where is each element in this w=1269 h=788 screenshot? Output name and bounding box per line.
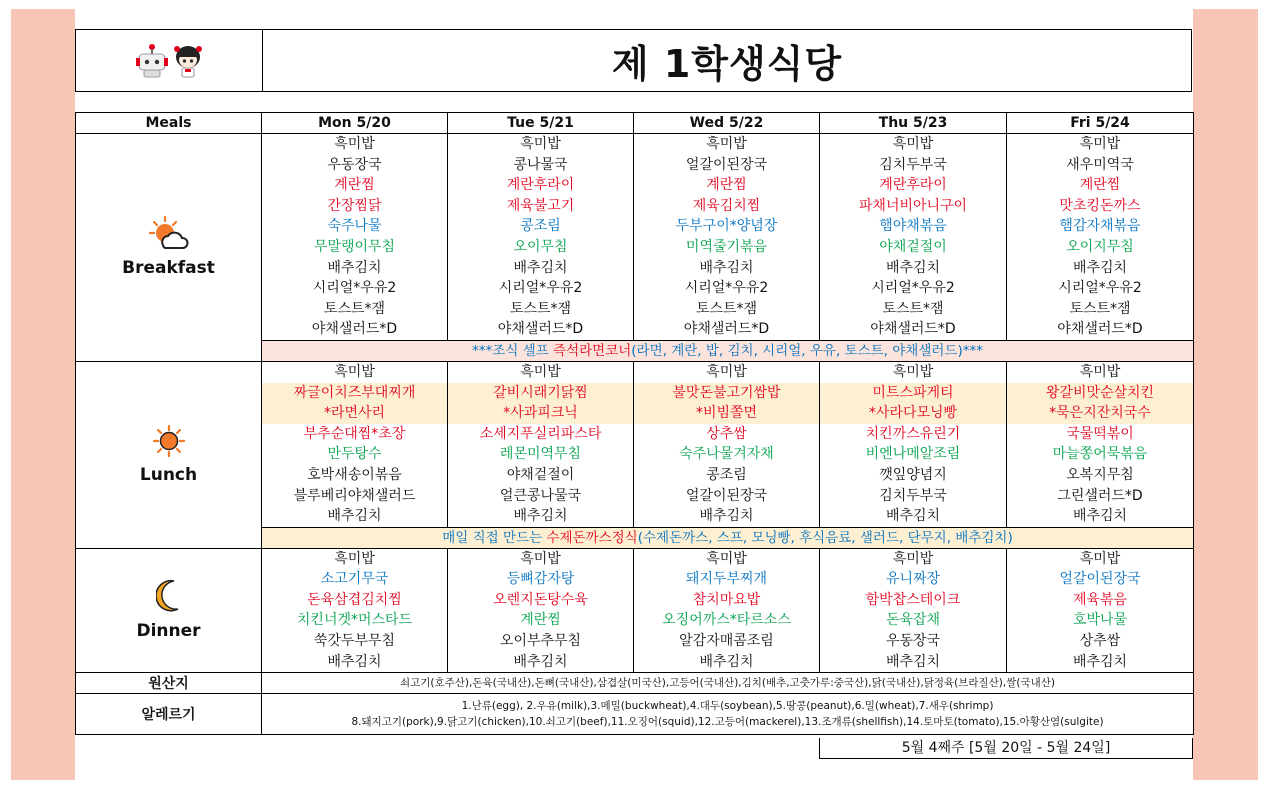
lunch-note-prefix: 매일 직접 만드는 [442, 529, 547, 546]
dinner-label: Dinner [136, 621, 201, 642]
dish-item: 오렌지돈탕수육 [493, 591, 588, 608]
dish-item: 계란찜 [706, 177, 747, 194]
menu-table [75, 112, 1194, 735]
lunch-note-highlight: 수제돈까스정식 [546, 529, 638, 546]
header-row [76, 113, 1194, 134]
day-header: Wed 5/22 [634, 113, 820, 134]
header [75, 29, 1192, 92]
dish-item: 우동장국 [885, 633, 941, 650]
dish-item: 등뼈감자탕 [506, 571, 575, 588]
page-title: 제 1학생식당 [611, 42, 843, 86]
dish-item: 파채너비아니구이 [858, 197, 968, 214]
dish-item: 야채샐러드*D [870, 321, 956, 338]
dish-item: 맛초킹돈까스 [1059, 197, 1141, 214]
moon-icon [156, 579, 182, 613]
breakfast-day-cell [820, 134, 1007, 341]
lunch-day-cell [820, 361, 1007, 527]
dish-item: 배추김치 [513, 259, 568, 276]
dish-item: 무말랭이무침 [313, 238, 396, 255]
dish-item: 배추김치 [513, 653, 568, 670]
dish-item: 흑미밥 [334, 363, 375, 380]
dish-item: 야채겉절이 [879, 238, 947, 255]
breakfast-day-cell [634, 134, 820, 341]
dish-item: 흑미밥 [520, 136, 561, 152]
sun-icon [153, 425, 185, 457]
dish-item: 마늘쫑어묵볶음 [1052, 446, 1148, 463]
dish-item: 치킨까스유린기 [865, 425, 961, 442]
dish-item: 돈육삼겹김치찜 [307, 591, 402, 608]
dish-item: 야채샐러드*D [683, 321, 770, 338]
dish-item: 흑미밥 [892, 363, 934, 380]
dish-item: 오징어까스*타르소스 [662, 612, 791, 629]
allergy-row [76, 694, 1194, 735]
allergy-label: 알레르기 [76, 694, 262, 735]
dish-item: 햄야채볶음 [879, 218, 947, 235]
dish-item: 미트스파게티 [820, 383, 1006, 404]
origin-text: 쇠고기(호주산),돈육(국내산),돈뼈(국내산),삼겹살(미국산),고등어(국내산),김치(배추,고춧가루:중국산),닭(국내산),닭정육(브라질산),쌀(국내산) [262, 673, 1194, 694]
dish-item: 국물떡볶이 [1066, 425, 1134, 442]
meals-header: Meals [76, 113, 262, 134]
dish-item: 배추김치 [885, 653, 941, 670]
dish-item: 숙주나물 [327, 218, 382, 235]
dish-item: 배추김치 [327, 259, 382, 276]
week-range: 5월 4째주 [5월 20일 - 5월 24일] [819, 738, 1193, 759]
day-header: Fri 5/24 [1007, 113, 1194, 134]
dish-item: 왕갈비맛순살치킨 [1007, 383, 1193, 404]
dish-item: 시리얼*우유2 [1058, 280, 1142, 297]
dish-item: 얼갈이된장국 [685, 156, 768, 173]
dish-item: 배추김치 [1072, 653, 1128, 670]
dish-item: *라면사리 [262, 403, 447, 424]
dish-item: 배추김치 [699, 653, 754, 670]
dish-item: 상추쌈 [706, 425, 747, 442]
dish-item: 얼갈이된장국 [685, 487, 768, 504]
dish-item: 부추순대찜*초장 [303, 425, 406, 442]
dish-item: 토스트*잼 [1069, 300, 1131, 317]
dish-item: 흑미밥 [520, 363, 561, 380]
dish-item: 배추김치 [699, 508, 754, 525]
dish-item: 함박찹스테이크 [865, 591, 961, 608]
lunch-label-cell [76, 361, 262, 548]
dish-item: 치킨너겟*머스타드 [296, 612, 413, 629]
dish-item: 제육불고기 [506, 197, 575, 214]
dish-item: 콩나물국 [513, 156, 568, 173]
dish-item: 시리얼*우유2 [871, 280, 955, 297]
dish-item: 흑미밥 [706, 136, 747, 152]
day-header: Mon 5/20 [262, 113, 448, 134]
dish-item: 숙주나물겨자채 [679, 446, 774, 463]
dish-item: 흑미밥 [334, 550, 375, 567]
allergy-text [262, 694, 1194, 735]
dinner-day-cell [448, 548, 634, 673]
dish-item: 새우미역국 [1066, 156, 1134, 173]
dish-item: 배추김치 [327, 653, 382, 670]
allergy-line-2: 8.돼지고기(pork),9.닭고기(chicken),10.쇠고기(beef),11.오징어(squid),12.고등어(mackerel),13.조개류(shellfish),14.토마토(tomato),15.아황산염(sulgite) [351, 716, 1104, 729]
dish-item: 배추김치 [327, 508, 382, 525]
dish-item: 배추김치 [699, 259, 754, 276]
dish-item: 제육볶음 [1072, 591, 1128, 608]
breakfast-note-prefix: ***조식 셀프 [472, 342, 554, 359]
dish-item: 콩조림 [520, 218, 561, 235]
dish-item: 제육김치찜 [692, 197, 761, 214]
dish-item: 계란찜 [520, 612, 561, 629]
dish-item: 토스트*잼 [509, 300, 572, 317]
lunch-day-cell [448, 361, 634, 527]
dish-item: 오이부추무침 [499, 633, 582, 650]
dish-item: 콩조림 [706, 466, 747, 483]
dish-item: 비엔나메알조림 [865, 446, 961, 463]
dish-item: 짜글이치즈부대찌개 [262, 383, 447, 404]
dinner-row [76, 548, 1194, 673]
dish-item: 소고기무국 [320, 571, 389, 588]
lunch-row [76, 361, 1194, 527]
dish-item: 배추김치 [513, 508, 568, 525]
dinner-day-cell [634, 548, 820, 673]
dish-item: 계란후라이 [506, 177, 575, 194]
dish-item: 배추김치 [885, 259, 941, 276]
day-header: Thu 5/23 [820, 113, 1007, 134]
dish-item: 흑미밥 [706, 550, 747, 567]
dish-item: 만두탕수 [327, 446, 382, 463]
dish-item: 배추김치 [1072, 259, 1128, 276]
dish-item: 호박나물 [1072, 612, 1128, 629]
dish-item: *사과피크닉 [448, 403, 633, 424]
dinner-day-cell [1007, 548, 1194, 673]
dish-item: 두부구이*양념장 [675, 218, 778, 235]
dinner-day-cell [262, 548, 448, 673]
dish-item: 돼지두부찌개 [685, 571, 768, 588]
dish-item: 돈육잡채 [885, 612, 941, 629]
dish-item: 얼갈이된장국 [1059, 571, 1141, 588]
dish-item: 배추김치 [1072, 508, 1128, 525]
lunch-note [262, 527, 1194, 548]
dish-item: 계란찜 [334, 177, 375, 194]
dish-item: 계란찜 [1079, 177, 1121, 194]
dish-item: 토스트*잼 [695, 300, 758, 317]
breakfast-day-cell [448, 134, 634, 341]
dish-item: 소세지푸실리파스타 [479, 425, 602, 442]
dish-item: 흑미밥 [334, 136, 375, 152]
dish-item: 배추김치 [885, 508, 941, 525]
girl-mascot-icon [173, 43, 203, 79]
dish-item: 갈비시래기닭찜 [448, 383, 633, 404]
dish-item: 유니짜장 [885, 571, 941, 588]
robot-mascot-icon [135, 43, 169, 79]
dish-item: 참치마요밥 [692, 591, 761, 608]
dish-item: 간장찜닭 [327, 197, 382, 214]
dish-item: 오이지무침 [1066, 238, 1134, 255]
lunch-day-cell [1007, 361, 1194, 527]
sun-cloud-icon [149, 216, 189, 250]
dish-item: *사라다모닝빵 [820, 403, 1006, 424]
dish-item: 미역줄기볶음 [685, 238, 768, 255]
dish-item: 오이무침 [513, 238, 568, 255]
dish-item: 야채샐러드*D [311, 321, 398, 338]
breakfast-note-suffix: (라면, 계란, 밥, 김치, 시리얼, 우유, 토스트, 야채샐러드)*** [631, 342, 983, 359]
lunch-day-cell [634, 361, 820, 527]
dish-item: 흑미밥 [706, 363, 747, 380]
dish-item: 김치두부국 [879, 487, 947, 504]
dish-item: 얼큰콩나물국 [499, 487, 582, 504]
dish-item: 시리얼*우유2 [312, 280, 397, 297]
dish-item: 흑미밥 [1079, 550, 1121, 567]
dish-item: 오복지무침 [1066, 466, 1134, 483]
dish-item: 그린샐러드*D [1057, 487, 1143, 504]
allergy-line-1: 1.난류(egg), 2.우유(milk),3.메밀(buckwheat),4.대두(soybean),5.땅콩(peanut),6.밀(wheat),7.새우(shrimp) [461, 700, 994, 713]
dish-item: 시리얼*우유2 [498, 280, 583, 297]
dish-item: 야채겉절이 [506, 466, 575, 483]
dish-item: 야채샐러드*D [497, 321, 584, 338]
mascot-logo [76, 30, 263, 91]
dish-item: 흑미밥 [892, 136, 934, 152]
dish-item: 상추쌈 [1079, 633, 1121, 650]
dish-item: 야채샐러드*D [1057, 321, 1143, 338]
lunch-note-suffix: (수제돈까스, 스프, 모닝빵, 후식음료, 샐러드, 단무지, 배추김치) [637, 529, 1013, 546]
dish-item: 흑미밥 [1079, 136, 1121, 152]
dish-item: 쑥갓두부무침 [313, 633, 396, 650]
origin-row [76, 673, 1194, 694]
dish-item: 레몬미역무침 [499, 446, 582, 463]
dish-item: 불맛돈불고기쌈밥 [634, 383, 819, 404]
dish-item: 흑미밥 [892, 550, 934, 567]
dish-item: 햄감자채볶음 [1059, 218, 1141, 235]
dish-item: 깻잎양념지 [879, 466, 947, 483]
dinner-label-cell [76, 548, 262, 673]
breakfast-day-cell [1007, 134, 1194, 341]
lunch-day-cell [262, 361, 448, 527]
breakfast-label: Breakfast [122, 258, 215, 279]
dish-item: 우동장국 [327, 156, 382, 173]
day-header: Tue 5/21 [448, 113, 634, 134]
dish-item: 시리얼*우유2 [684, 280, 769, 297]
dish-item: 토스트*잼 [323, 300, 386, 317]
origin-label: 원산지 [76, 673, 262, 694]
dish-item: 계란후라이 [879, 177, 947, 194]
breakfast-label-cell [76, 134, 262, 362]
breakfast-note-highlight: 즉석라면코너 [553, 342, 632, 359]
dish-item: *묵은지잔치국수 [1007, 403, 1193, 424]
breakfast-row [76, 134, 1194, 341]
dish-item: *비빔쫄면 [634, 403, 819, 424]
dinner-day-cell [820, 548, 1007, 673]
lunch-label: Lunch [139, 464, 198, 485]
breakfast-day-cell [262, 134, 448, 341]
dish-item: 블루베리야채샐러드 [293, 487, 416, 504]
dish-item: 호박새송이볶음 [307, 466, 402, 483]
dish-item: 흑미밥 [520, 550, 561, 567]
dish-item: 알감자매콤조림 [679, 633, 774, 650]
breakfast-note [262, 340, 1194, 361]
dish-item: 김치두부국 [879, 156, 947, 173]
dish-item: 토스트*잼 [882, 300, 944, 317]
dish-item: 흑미밥 [1079, 363, 1121, 380]
